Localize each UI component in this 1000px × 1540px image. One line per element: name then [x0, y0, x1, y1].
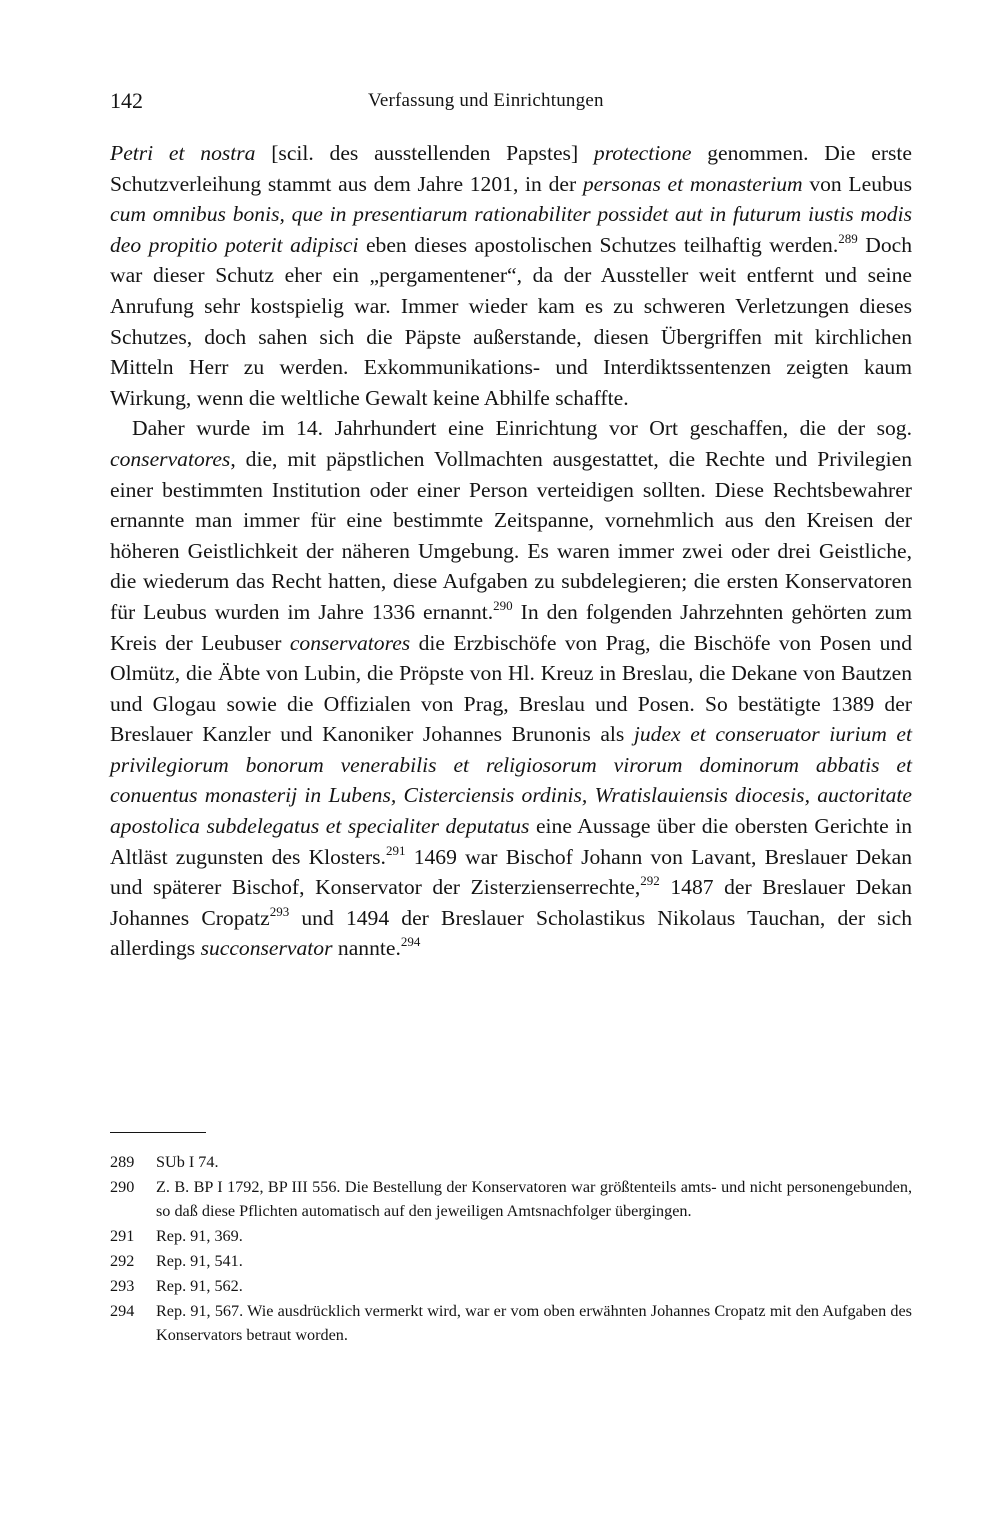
footnote-text: Z. B. BP I 1792, BP III 556. Die Bestellung der Konservatoren war größtenteils amts- und nicht personengebunden, so daß diese Pflichten automatisch auf den jeweiligen Amtsnachfolger übergingen. [156, 1178, 912, 1220]
italic-text: cum omnibus bonis, que in presentiarum rationabiliter possidet aut in futurum iustis modis deo propitio poterit adipisci [110, 202, 912, 257]
footnote-number: 289 [110, 1153, 135, 1171]
text-run: eine Aussage über die obersten Gerichte in Altläst zugunsten des Klosters. [110, 814, 912, 869]
footnote [110, 1224, 912, 1248]
text-run: die Erzbischöfe von Prag, die Bischöfe von Posen und Olmütz, die Äbte von Lubin, die Pröpste von Hl. Kreuz in Breslau, die Dekane von Bautzen und Glogau sowie die Offizialen von Prag, Breslau und Posen. So bestätigte 1389 der Breslauer Kanzler und Kanoniker Johannes Brunonis als [110, 630, 913, 747]
footnote-text: Rep. 91, 369. [156, 1227, 243, 1245]
footnote-reference: 294 [400, 934, 421, 950]
text-run: von Leubus [802, 171, 913, 196]
italic-text: protectione [593, 141, 692, 165]
footnote-reference: 291 [385, 842, 406, 858]
footnote-reference: 293 [269, 903, 290, 919]
running-title: Verfassung und Einrichtungen [368, 90, 604, 111]
footnote-number: 294 [110, 1302, 135, 1320]
text-run: Doch war dieser Schutz eher ein „pergamentener“, da der Aussteller weit entfernt und seine Anrufung sehr kostspielig war. Immer wieder kam es zu schweren Verletzungen dieses Schutzes, doch sahen sich die Päpste außerstande, diesen Übergriffen mit kirchlichen Mitteln Herr zu werden. Exkommunikations- und Interdiktssentenzen zeigten kaum Wirkung, wenn die weltliche Gewalt keine Abhilfe schaffte. [110, 232, 913, 410]
footnote-reference: 289 [838, 230, 858, 246]
text-run: In den folgenden Jahrzehnten gehörten zum Kreis der Leubuser [110, 599, 912, 655]
footnote-number: 293 [110, 1277, 135, 1295]
footnote-text: Rep. 91, 562. [156, 1277, 243, 1295]
italic-text: Petri et nostra [110, 141, 256, 165]
footnote-number: 290 [110, 1178, 135, 1196]
page-header [110, 88, 910, 118]
text-run: 1487 der Breslauer Dekan Johannes Cropatz [110, 875, 912, 930]
text-run: Daher wurde im 14. Jahrhundert eine Einrichtung vor Ort geschaffen, die der sog. [132, 416, 912, 441]
text-run: genommen. Die erste Schutzverleihung stammt aus dem Jahre 1201, in der [110, 141, 913, 196]
text-run: 1469 war Bischof Johann von Lavant, Breslauer Dekan und späterer Bischof, Konservator der Zisterzienserrechte, [110, 844, 912, 900]
text-run: [scil. des ausstellenden Papstes] [255, 141, 594, 165]
footnote [110, 1249, 912, 1273]
footnote-text: SUb I 74. [156, 1153, 219, 1171]
paragraph [110, 138, 912, 413]
footnote-number: 292 [110, 1252, 135, 1270]
italic-text: conservatores [110, 446, 231, 471]
footnote-reference: 290 [493, 597, 513, 613]
footnote-separator [110, 1132, 206, 1133]
footnote [110, 1274, 912, 1298]
italic-text: succonservator [200, 936, 333, 961]
text-run: , die, mit päpstlichen Vollmachten ausgestattet, die Rechte und Privilegien einer bestimmten Institution oder einer Person verteidigen sollten. Diese Rechtsbewahrer ernannte man immer für eine bestimmte Zeitspanne, vornehmlich aus den Kreisen der höheren Geistlichkeit der näheren Umgebung. Es waren immer zwei oder drei Geistliche, die wiederum das Recht hatten, diese Aufgaben zu subdelegieren; die ersten Konservatoren für Leubus wurden im Jahre 1336 ernannt. [110, 446, 912, 624]
italic-text: judex et conseruator iurium et privilegiorum bonorum venerabilis et religiosorum virorum dominorum abbatis et conuentus monasterij in Lubens, Cisterciensis ordinis, Wratislauiensis diocesis, auctoritate apostolica subdelegatus et specialiter deputatus [110, 722, 912, 839]
page-number: 142 [110, 88, 143, 113]
paragraph [110, 413, 912, 964]
footnote-text: Rep. 91, 567. Wie ausdrücklich vermerkt wird, war er vom oben erwähnten Johannes Cropatz mit den Aufgaben des Konservators betraut worden. [156, 1302, 912, 1344]
footnote [110, 1299, 912, 1347]
footnote [110, 1175, 912, 1223]
text-run: eben dieses apostolischen Schutzes teilhaftig werden. [358, 232, 839, 257]
text-run: nannte. [332, 936, 401, 961]
footnotes [110, 1150, 912, 1348]
main-text [110, 138, 912, 964]
text-run: und 1494 der Breslauer Scholastikus Nikolaus Tauchan, der sich allerdings [110, 905, 912, 961]
italic-text: conservatores [289, 630, 411, 655]
footnote-text: Rep. 91, 541. [156, 1252, 243, 1270]
italic-text: personas et monasterium [582, 171, 803, 196]
footnote-number: 291 [110, 1227, 135, 1245]
footnote-reference: 292 [640, 873, 660, 889]
footnote [110, 1150, 912, 1174]
